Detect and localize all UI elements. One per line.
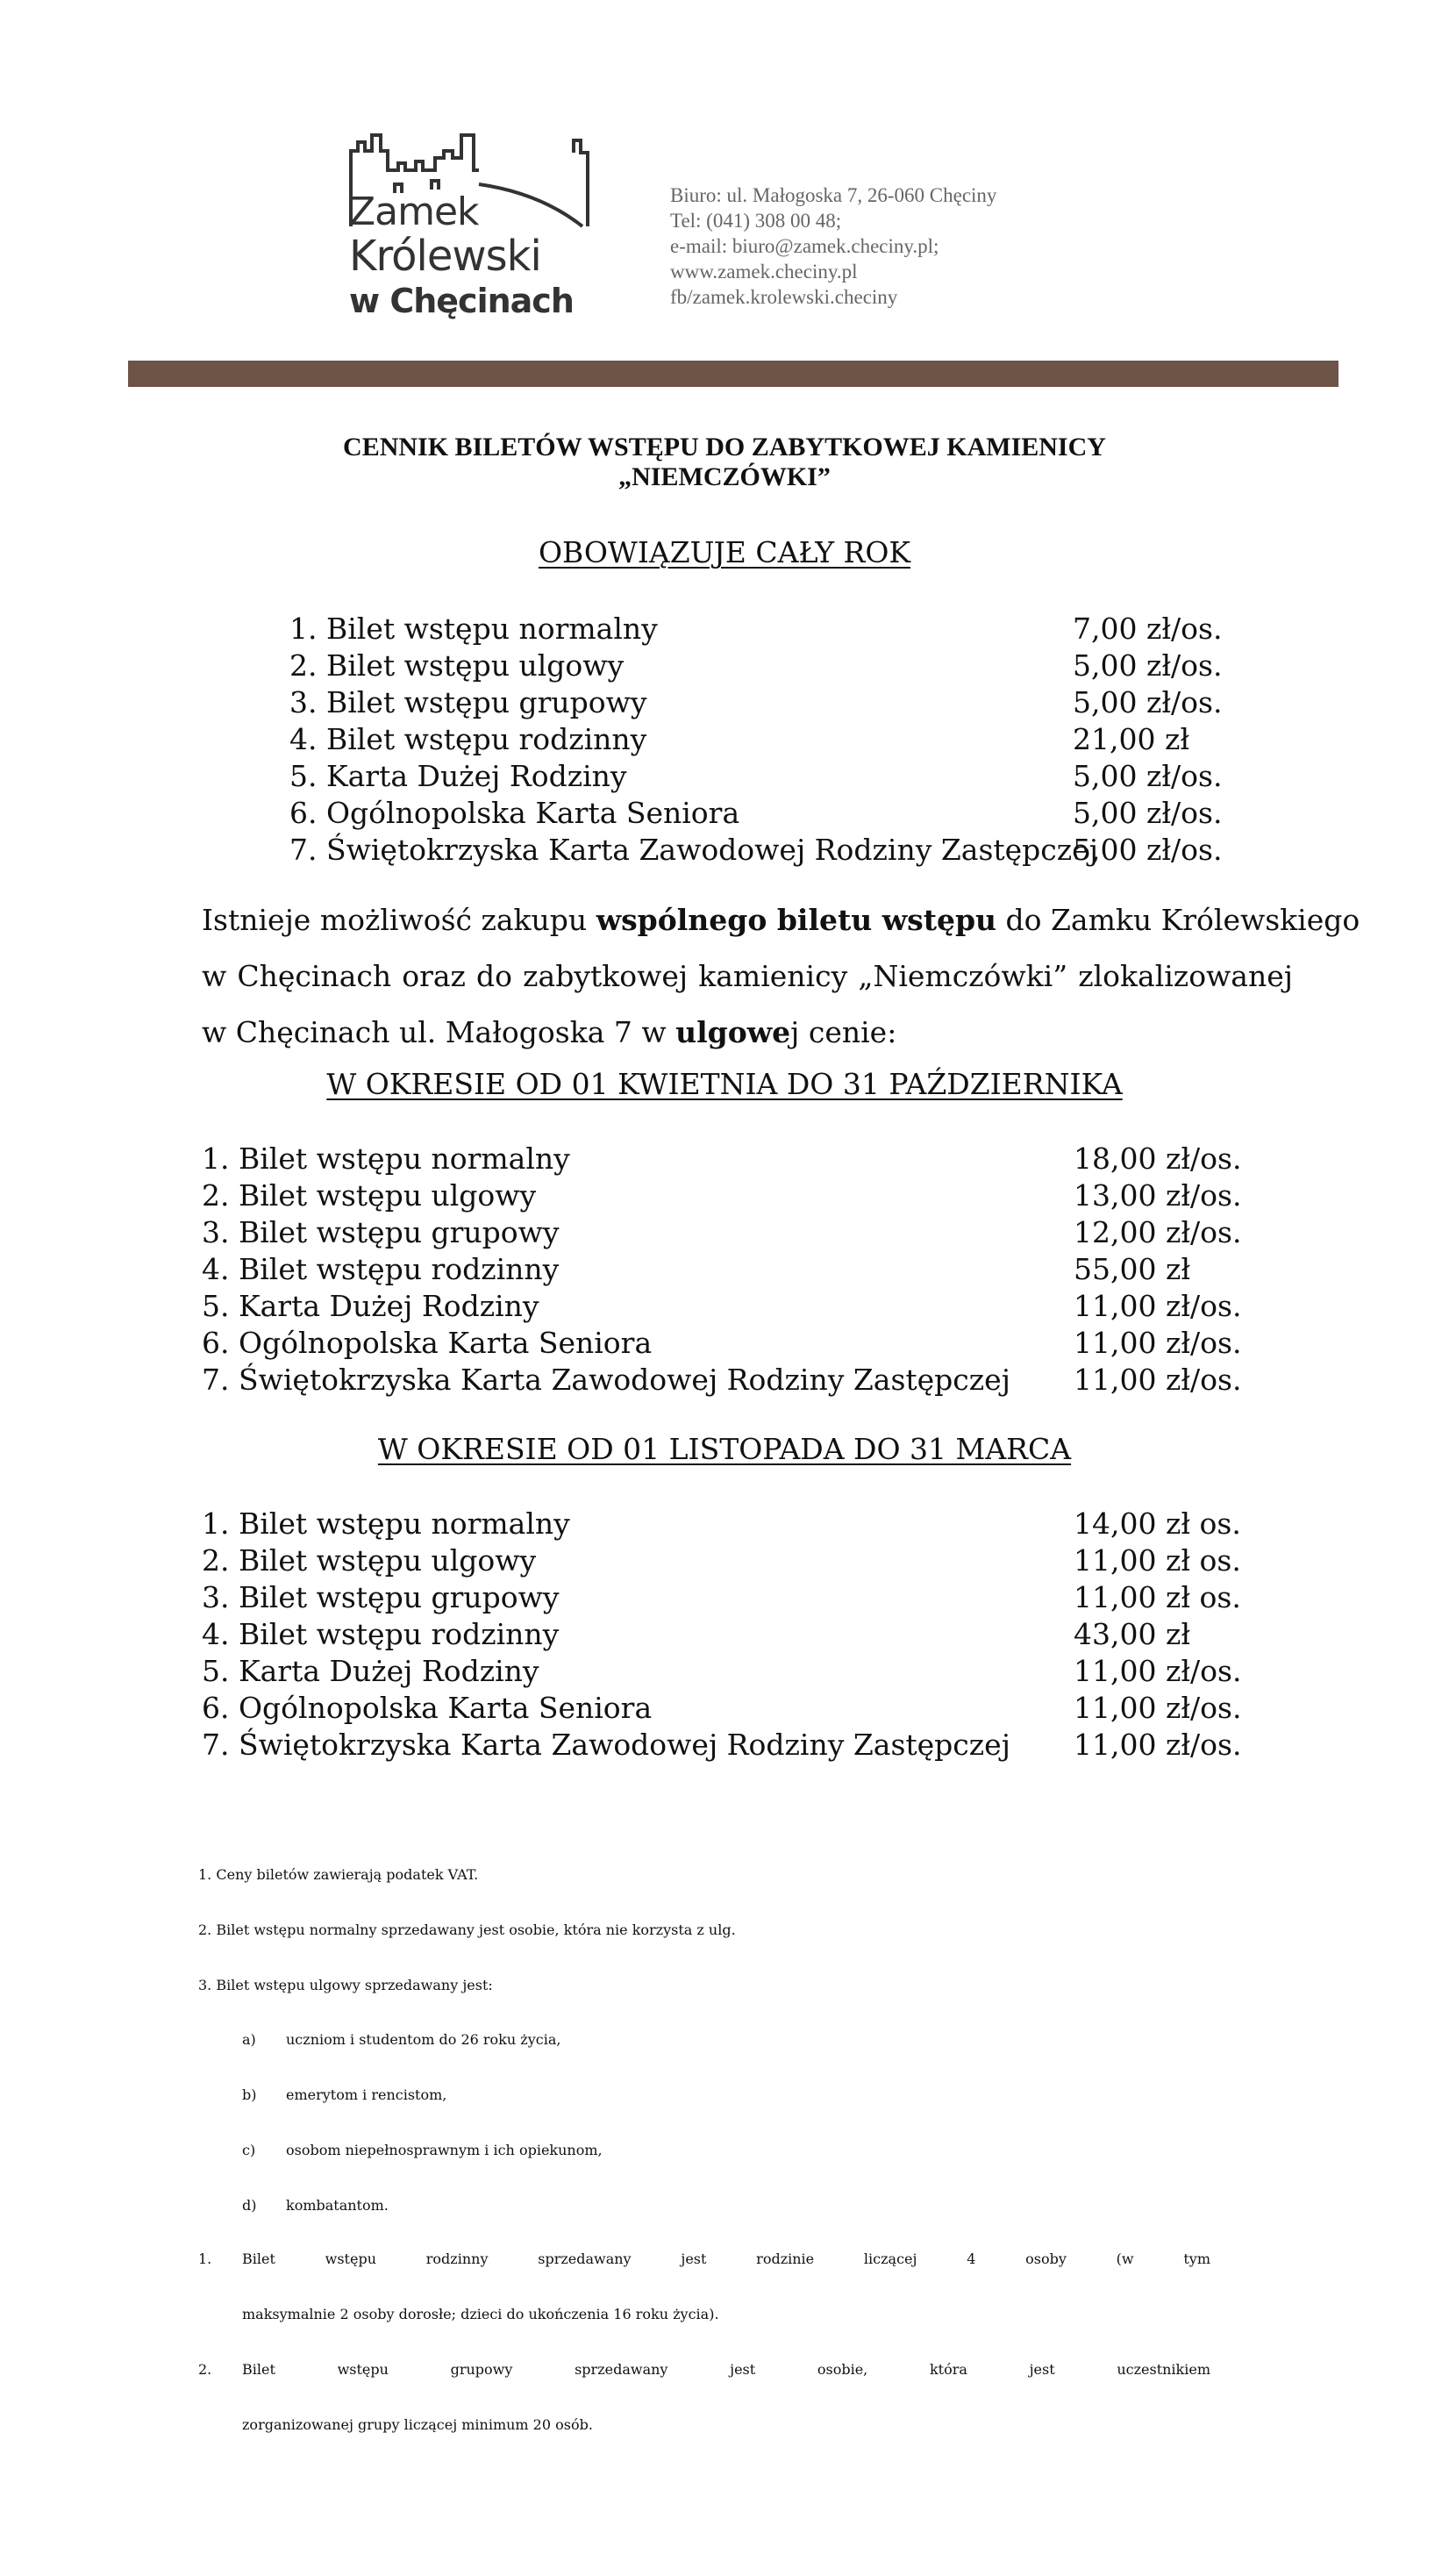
ticket-price: 5,00 zł/os. [1073,759,1223,793]
ticket-name: 3. Bilet wstępu grupowy [289,685,647,719]
list-item [289,832,1254,869]
note-reduced-ticket: 3. Bilet wstępu ulgowy sprzedawany jest: [198,1977,493,1993]
ticket-price: 55,00 zł [1074,1252,1191,1286]
ticket-price: 5,00 zł/os. [1073,833,1223,867]
paragraph-text: j cenie: [790,1015,897,1049]
ticket-name: 2. Bilet wstępu ulgowy [289,648,625,683]
paragraph-bold-text: ulgowe [675,1015,791,1049]
ticket-price: 21,00 zł [1073,722,1190,756]
ticket-name: 5. Karta Dużej Rodziny [289,759,627,793]
ticket-price: 5,00 zł/os. [1073,648,1223,683]
ticket-name: 4. Bilet wstępu rodzinny [202,1252,560,1286]
ticket-price: 11,00 zł/os. [1074,1728,1242,1762]
document-title-line-2: „NIEMCZÓWKI” [618,462,831,491]
price-list-summer [202,1141,1254,1399]
list-item [202,1251,1254,1288]
ticket-name: 6. Ogólnopolska Karta Seniora [289,796,740,830]
contact-phone: Tel: (041) 308 00 48; [670,210,842,232]
price-list-winter [202,1506,1254,1764]
ticket-price: 11,00 zł/os. [1074,1363,1242,1397]
list-item [289,721,1254,758]
ticket-name: 2. Bilet wstępu ulgowy [202,1178,537,1213]
paragraph-line [202,892,1360,948]
ticket-price: 7,00 zł/os. [1073,612,1223,646]
logo-word-zamek: Zamek [349,190,479,234]
group-note-marker: 2. [198,2361,212,2378]
ticket-name: 4. Bilet wstępu rodzinny [202,1617,560,1651]
ticket-name: 7. Świętokrzyska Karta Zawodowej Rodziny Zastępczej [202,1728,1010,1762]
ticket-price: 12,00 zł/os. [1074,1215,1242,1249]
contact-website: www.zamek.checiny.pl [670,261,858,283]
ticket-price: 43,00 zł [1074,1617,1191,1651]
ticket-price: 11,00 zł/os. [1074,1289,1242,1323]
list-item [289,648,1254,684]
ticket-name: 3. Bilet wstępu grupowy [202,1580,560,1614]
ticket-price: 11,00 zł/os. [1074,1326,1242,1360]
price-list-all-year [289,611,1254,869]
ticket-price: 11,00 zł os. [1074,1543,1241,1578]
list-item [202,1616,1254,1653]
group-note-line-1: Bilet wstępu grupowy sprzedawany jest osobie, która jest uczestnikiem [242,2361,1210,2378]
section-heading-all-year: OBOWIĄZUJE CAŁY ROK [538,535,911,569]
sub-item-text: emerytom i rencistom, [286,2086,447,2103]
ticket-name: 6. Ogólnopolska Karta Seniora [202,1326,653,1360]
list-item [202,1542,1254,1579]
paragraph-line: w Chęcinach oraz do zabytkowej kamienicy „Niemczówki” zlokalizowanej [202,959,1293,993]
group-note-line-2: zorganizowanej grupy liczącej minimum 20 osób. [242,2416,593,2433]
family-note-line-1: Bilet wstępu rodzinny sprzedawany jest rodzinie liczącej 4 osoby (w tym [242,2250,1210,2267]
contact-facebook: fb/zamek.krolewski.checiny [670,286,898,308]
sub-item-marker: b) [242,2086,257,2103]
list-item [202,1727,1254,1764]
note-vat: 1. Ceny biletów zawierają podatek VAT. [198,1866,479,1883]
sub-item-text: uczniom i studentom do 26 roku życia, [286,2031,561,2048]
list-item [289,795,1254,832]
list-item [202,1325,1254,1362]
ticket-price: 11,00 zł/os. [1074,1691,1242,1725]
document-title-line-1: CENNIK BILETÓW WSTĘPU DO ZABYTKOWEJ KAMIENICY [343,433,1106,462]
castle-logo [347,132,610,325]
sub-item-marker: d) [242,2197,257,2214]
ticket-price: 14,00 zł os. [1074,1506,1241,1541]
ticket-name: 5. Karta Dużej Rodziny [202,1654,539,1688]
list-item [202,1579,1254,1616]
ticket-name: 1. Bilet wstępu normalny [202,1506,570,1541]
list-item [289,684,1254,721]
paragraph-text: do Zamku Królewskiego [996,903,1360,937]
list-item [202,1141,1254,1177]
logo-word-krolewski: Królewski [349,232,541,281]
sub-item-marker: a) [242,2031,256,2048]
ticket-price: 18,00 zł/os. [1074,1141,1242,1176]
contact-email: e-mail: biuro@zamek.checiny.pl; [670,235,939,257]
note-normal-ticket: 2. Bilet wstępu normalny sprzedawany jest osobie, która nie korzysta z ulg. [198,1921,736,1938]
sub-item-text: kombatantom. [286,2197,389,2214]
list-item [202,1690,1254,1727]
ticket-name: 1. Bilet wstępu normalny [202,1141,570,1176]
ticket-name: 3. Bilet wstępu grupowy [202,1215,560,1249]
paragraph-bold-text: wspólnego biletu wstępu [596,903,997,937]
family-note-marker: 1. [198,2250,212,2267]
section-heading-summer: W OKRESIE OD 01 KWIETNIA DO 31 PAŹDZIERNIKA [326,1067,1123,1101]
paragraph-line [202,1005,1293,1061]
ticket-name: 2. Bilet wstępu ulgowy [202,1543,537,1578]
ticket-name: 7. Świętokrzyska Karta Zawodowej Rodziny Zastępczej [202,1363,1010,1397]
family-note-line-2: maksymalnie 2 osoby dorosłe; dzieci do ukończenia 16 roku życia). [242,2306,719,2322]
ticket-name: 6. Ogólnopolska Karta Seniora [202,1691,653,1725]
ticket-price: 11,00 zł/os. [1074,1654,1242,1688]
ticket-name: 1. Bilet wstępu normalny [289,612,658,646]
contact-block [670,182,996,310]
list-item [202,1653,1254,1690]
ticket-price: 5,00 zł/os. [1073,685,1223,719]
sub-item-text: osobom niepełnosprawnym i ich opiekunom, [286,2142,603,2158]
ticket-name: 4. Bilet wstępu rodzinny [289,722,647,756]
paragraph-text: Istnieje możliwość zakupu [202,903,596,937]
list-item [202,1362,1254,1399]
section-heading-winter: W OKRESIE OD 01 LISTOPADA DO 31 MARCA [377,1432,1072,1466]
list-item [202,1288,1254,1325]
list-item [202,1506,1254,1542]
ticket-price: 13,00 zł/os. [1074,1178,1242,1213]
ticket-name: 5. Karta Dużej Rodziny [202,1289,539,1323]
list-item [202,1177,1254,1214]
list-item [202,1214,1254,1251]
ticket-price: 11,00 zł os. [1074,1580,1241,1614]
list-item [289,758,1254,795]
contact-address: Biuro: ul. Małogoska 7, 26-060 Chęciny [670,184,997,206]
list-item [289,611,1254,648]
paragraph-text: w Chęcinach ul. Małogoska 7 w [202,1015,676,1049]
combined-ticket-paragraph [202,892,1360,1061]
header-divider-bar [128,361,1338,387]
ticket-name: 7. Świętokrzyska Karta Zawodowej Rodziny Zastępczej [289,833,1098,867]
ticket-price: 5,00 zł/os. [1073,796,1223,830]
logo-word-w-checinach: w Chęcinach [349,282,574,320]
sub-item-marker: c) [242,2142,256,2158]
